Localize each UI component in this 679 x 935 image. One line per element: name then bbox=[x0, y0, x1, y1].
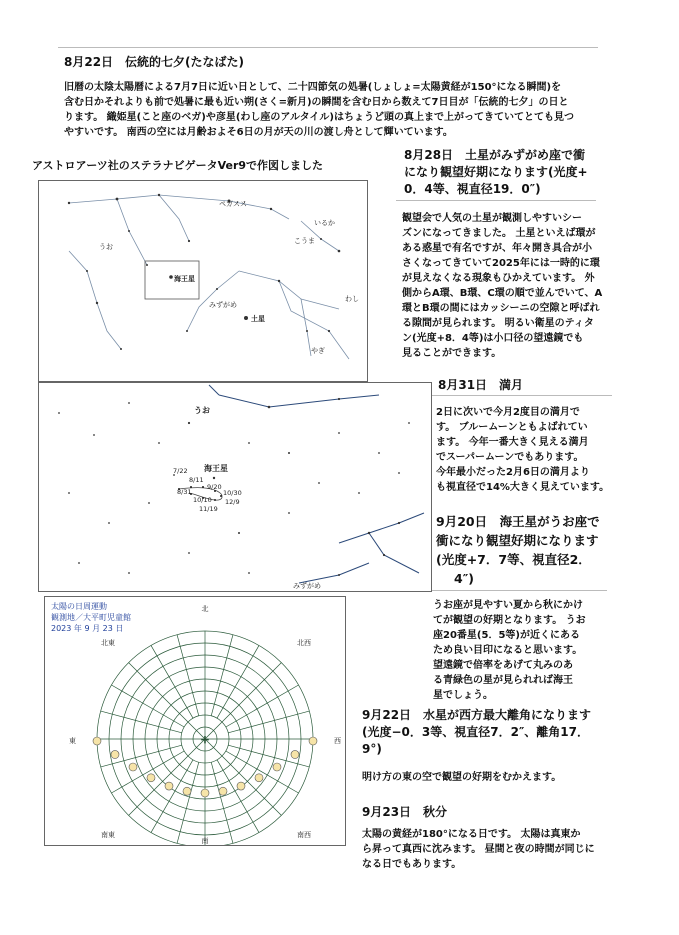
saturn-title-line: になり観望好期になります(光度+ bbox=[404, 165, 588, 179]
sun-position-marker bbox=[219, 787, 227, 795]
sunchart-title bbox=[51, 601, 131, 634]
neptune-date-label: 7/22 bbox=[173, 467, 188, 475]
neptune-title-line: 衝になり観望好期になります bbox=[436, 533, 599, 548]
direction-label-southeast: 南東 bbox=[101, 831, 115, 839]
starmap1-label-neptune: 海王星 bbox=[174, 275, 195, 283]
top-rule bbox=[58, 47, 598, 48]
mercury-title-line: 9月22日 水星が西方最大離角になります bbox=[362, 708, 592, 722]
tanabata-line: 含む日かそれよりも前で処暑に最も近い朔(さく=新月)の瞬間を含む日から数えて7日目が「伝統的七夕」の日と bbox=[64, 97, 569, 108]
neptune-date-label: 8/11 bbox=[189, 476, 204, 484]
neptune-line: ため良い目印になると思います。 bbox=[433, 645, 583, 656]
saturn-line: ズンになってきました。 土星といえば環が bbox=[402, 228, 596, 239]
saturn-title-line: 8月28日 土星がみずがめ座で衝 bbox=[404, 148, 586, 162]
sun-position-marker bbox=[237, 782, 245, 790]
fullmoon-body bbox=[436, 405, 609, 495]
neptune-title bbox=[436, 512, 600, 588]
fullmoon-line: 2日に次いで今月2度目の満月で bbox=[436, 407, 580, 418]
starmap1-label-capricornus: やぎ bbox=[311, 347, 325, 355]
saturn-title-line: 0．4等、視直径19．0″) bbox=[404, 182, 541, 196]
starmap1-label-saturn: 土星 bbox=[251, 315, 265, 323]
sun-position-marker bbox=[273, 763, 281, 771]
background-stars bbox=[58, 398, 410, 576]
neptune-title-line: 9月20日 海王星がうお座で bbox=[436, 514, 600, 529]
tanabata-line: やすいです。 南西の空には月齢およそ6日の月が天の川の渡し舟として輝いています。 bbox=[64, 127, 453, 138]
direction-label-south: 南 bbox=[201, 837, 209, 845]
sun-diurnal-chart bbox=[44, 596, 346, 846]
azimuth-line bbox=[228, 711, 309, 733]
azimuth-line bbox=[205, 739, 281, 815]
sun-position-marker bbox=[93, 737, 101, 745]
neptune-line: る青緑色の星が見られれば海王 bbox=[433, 675, 573, 686]
saturn-rule bbox=[396, 200, 596, 201]
equinox-line: ら昇って真西に沈みます。 昼間と夜の時間が同じに bbox=[362, 844, 595, 855]
azimuth-line bbox=[101, 711, 182, 733]
star-map-wide bbox=[38, 180, 368, 382]
azimuth-line bbox=[211, 762, 233, 843]
saturn-line: 観望会で人気の土星が観測しやすいシー bbox=[402, 213, 582, 224]
saturn-line: さくなってきていて2025年には一時的に環 bbox=[402, 258, 600, 269]
sun-position-marker bbox=[147, 774, 155, 782]
neptune-line: てが観望の好期となります。 うお bbox=[433, 615, 586, 626]
sun-position-marker bbox=[111, 750, 119, 758]
tanabata-line: 旧暦の太陰太陽暦による7月7日に近い日として、二十四節気の処暑(しょしょ=太陽黄経が150°になる瞬間)を bbox=[64, 82, 562, 93]
azimuth-line bbox=[177, 762, 199, 843]
saturn-line: 環とB環の間にはカッシーニの空隙と呼ばれ bbox=[402, 303, 600, 314]
mercury-line: 明け方の東の空で観望の好期をむかえます。 bbox=[362, 772, 562, 783]
fullmoon-line: ます。 今年一番大きく見える満月 bbox=[436, 437, 589, 448]
azimuth-line bbox=[211, 635, 233, 716]
equinox-line: 太陽の黄経が180°になる日です。 太陽は真東か bbox=[362, 829, 581, 840]
saturn-body bbox=[402, 211, 602, 361]
sunchart-title-line: 2023 年 9 月 23 日 bbox=[51, 624, 124, 633]
neptune-date-label: 8/31 bbox=[177, 488, 192, 496]
neptune-line: うお座が見やすい夏から秋にかけ bbox=[433, 600, 583, 611]
mercury-body bbox=[362, 770, 561, 785]
equinox-line: なる日でもあります。 bbox=[362, 859, 462, 870]
azimuth-line bbox=[177, 635, 199, 716]
fullmoon-line: でスーパームーンでもあります。 bbox=[436, 452, 584, 463]
saturn-line: 見ることができます。 bbox=[402, 348, 502, 359]
azimuth-line bbox=[129, 739, 205, 815]
fullmoon-line: す。 ブルームーンともよばれてい bbox=[436, 422, 588, 433]
stellanavi-caption: アストロアーツ社のステラナビゲータVer9で作図しました bbox=[32, 159, 324, 172]
fullmoon-line: も視直径で14%大きく見えています。 bbox=[436, 482, 610, 493]
azimuth-line bbox=[129, 663, 205, 739]
neptune-date-label: 10/30 bbox=[223, 489, 242, 497]
tanabata-line: ります。 織姫星(こと座のベガ)や彦星(わし座のアルタイル)はちょうど頭の真上まで上がってきていてとても見つ bbox=[64, 112, 574, 123]
neptune-date-label: 11/19 bbox=[199, 505, 218, 513]
direction-label-southwest: 南西 bbox=[297, 831, 311, 839]
saturn-title bbox=[404, 147, 588, 198]
sun-position-marker bbox=[165, 782, 173, 790]
equinox-title: 9月23日 秋分 bbox=[362, 805, 448, 819]
mercury-title-line: (光度−0．3等、視直径7．2″、離角17． bbox=[362, 725, 589, 739]
fullmoon-rule bbox=[432, 395, 612, 396]
mercury-title bbox=[362, 707, 591, 758]
zenith-marker: + bbox=[200, 733, 210, 746]
azimuth-line bbox=[205, 663, 281, 739]
sun-position-marker bbox=[309, 737, 317, 745]
sun-position-marker bbox=[291, 750, 299, 758]
starmap2-label-pisces: うお bbox=[194, 406, 210, 415]
neptune-line: 座20番星(5．5等)が近くにある bbox=[433, 630, 580, 641]
neptune-body bbox=[433, 598, 586, 703]
starmap1-label-aquarius: みずがめ bbox=[209, 301, 237, 309]
direction-label-north: 北 bbox=[201, 605, 209, 613]
saturn-line: ン(光度+8．4等)は小口径の望遠鏡でも bbox=[402, 333, 584, 344]
neptune-rule bbox=[432, 590, 607, 591]
neptune-date-label: 12/9 bbox=[225, 498, 240, 506]
direction-label-east: 東 bbox=[69, 737, 76, 745]
starmap1-label-pisces: うお bbox=[99, 243, 113, 251]
fullmoon-line: 今年最小だった2月6日の満月より bbox=[436, 467, 590, 478]
tanabata-title: 8月22日 伝統的七夕(たなばた) bbox=[64, 55, 245, 69]
starmap1-label-aquila: わし bbox=[345, 295, 359, 303]
saturn-line: が見えなくなる現象もひかえています。 外 bbox=[402, 273, 595, 284]
equinox-body bbox=[362, 827, 595, 872]
neptune-date-label: 10/10 bbox=[193, 496, 212, 504]
tanabata-body bbox=[64, 80, 624, 140]
neptune-date-label: 9/20 bbox=[207, 483, 222, 491]
starmap2-label-aquarius: みずがめ bbox=[293, 582, 321, 590]
neptune-title-line: (光度+7．7等、視直径2． bbox=[436, 552, 591, 567]
sun-position-marker bbox=[255, 774, 263, 782]
sunchart-svg bbox=[45, 597, 345, 845]
direction-label-west: 西 bbox=[334, 737, 341, 745]
saturn-line: る隙間が見られます。 明るい衛星のティタ bbox=[402, 318, 594, 329]
sunchart-title-line: 太陽の日周運動 bbox=[51, 602, 107, 611]
starmap2-label-neptune: 海王星 bbox=[204, 464, 228, 473]
neptune-title-line: 4″) bbox=[454, 571, 474, 586]
sun-position-marker bbox=[129, 763, 137, 771]
sun-position-marker bbox=[201, 789, 209, 797]
star-map-neptune bbox=[38, 382, 432, 592]
sun-position-marker bbox=[183, 787, 191, 795]
starmap1-label-pegasus: ペガスス bbox=[219, 200, 247, 208]
neptune-line: 望遠鏡で倍率をあげて丸みのあ bbox=[433, 660, 573, 671]
starmap1-label-delphinus: いるか bbox=[314, 219, 335, 227]
star-map-wide-svg bbox=[39, 181, 367, 381]
saturn-line: ある惑星で有名ですが、年々開き具合が小 bbox=[402, 243, 592, 254]
saturn-line: 側からA環、B環、C環の順で並んでいて、A bbox=[402, 288, 603, 299]
fullmoon-title: 8月31日 満月 bbox=[438, 378, 524, 392]
starmap1-label-equuleus: こうま bbox=[294, 237, 315, 245]
star-map-neptune-svg bbox=[39, 383, 431, 591]
direction-label-northeast: 北東 bbox=[101, 639, 115, 647]
sunchart-title-line: 観測地／大平町児童館 bbox=[51, 613, 131, 622]
mercury-title-line: 9°) bbox=[362, 742, 382, 756]
direction-label-northwest: 北西 bbox=[297, 639, 311, 647]
neptune-line: 星でしょう。 bbox=[433, 690, 493, 701]
